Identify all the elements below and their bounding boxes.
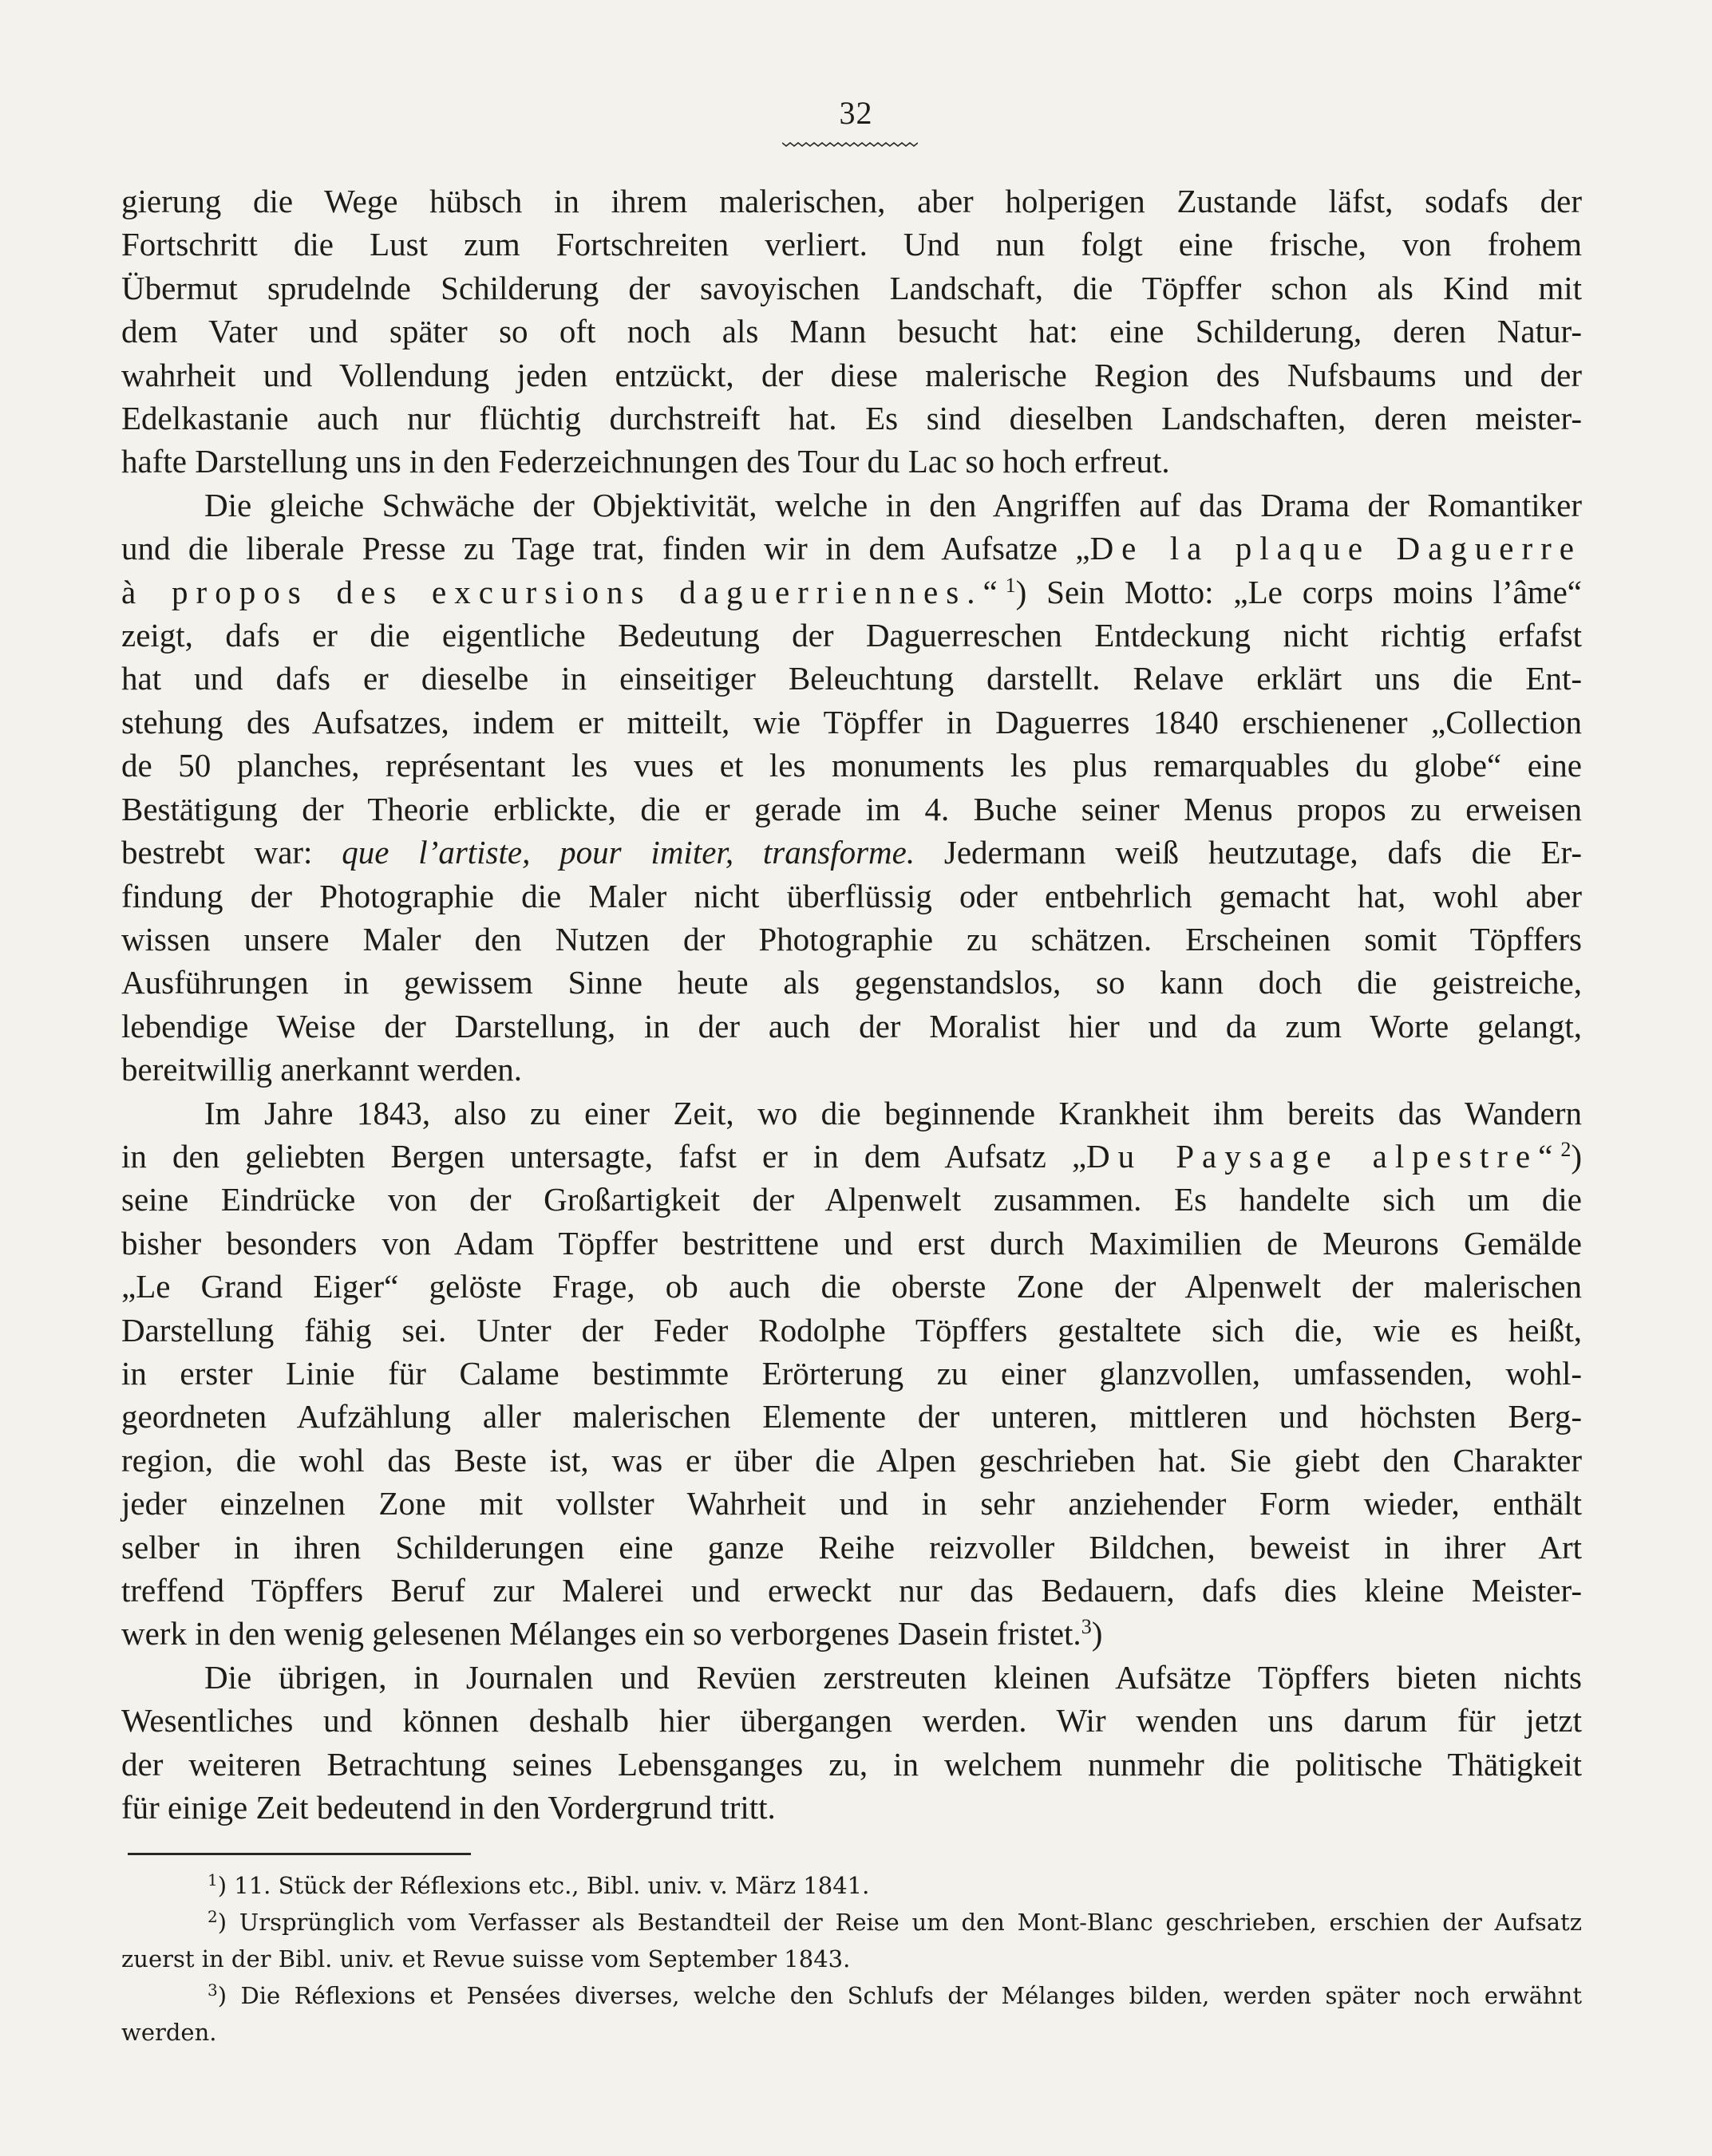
text-line [121,1612,1582,1655]
footnote-ref: 2 [1560,1137,1572,1161]
text-line: selber in ihren Schilderungen eine ganze Reihe reizvoller Bildchen, beweist in ihrer Art [121,1528,1582,1566]
text-line: der weiteren Betrachtung seines Lebensganges zu, in welchem nunmehr die politische Thätigkeit [121,1745,1582,1783]
text-line: gierung die Wege hübsch in ihrem malerischen, aber holperigen Zustande läfst, sodafs der [121,183,1582,219]
footnote-line [121,1977,1582,2014]
text-line: Fortschritt die Lust zum Fortschreiten verliert. Und nun folgt eine frische, von frohem [121,226,1582,263]
text-line: für einige Zeit bedeutend in den Vordergrund tritt. [121,1789,776,1826]
essay-title: Du Paysage alpestre“ [1086,1137,1561,1175]
text-line: Ausführungen in gewissem Sinne heute als gegenstandslos, so kann doch die geistreiche, [121,964,1582,1001]
text-line: jeder einzelnen Zone mit vollster Wahrheit und in sehr anziehender Form wieder, enthält [121,1485,1582,1522]
footnote-marker: 2 [208,1907,218,1926]
text-line: de 50 planches, représentant les vues et les monuments les plus remarquables du globe“ eine [121,747,1582,784]
text-line: hat und dafs er dieselbe in einseitiger Beleuchtung darstellt. Relave erklärt uns die Ent- [121,660,1582,697]
text-line: dem Vater und später so oft noch als Mann besucht hat: eine Schilderung, deren Natur- [121,313,1582,350]
footnote-line: werden. [121,2019,217,2046]
text-line [121,527,1582,570]
body-text [121,180,1582,1829]
footnote-2 [121,1904,1582,1977]
text-run: in den geliebten Bergen untersagte, fafst er in dem Aufsatz „ [121,1137,1087,1175]
footnote-ref: 1 [1005,573,1016,597]
text-line: bereitwillig anerkannt werden. [121,1051,523,1088]
footnotes [121,1867,1582,2051]
text-line: findung der Photographie die Maler nicht überflüssig oder entbehrlich gemacht hat, wohl aber [121,877,1582,914]
text-line [121,571,1582,614]
text-line: Bestätigung der Theorie erblickte, die er gerade im 4. Buche seiner Menus propos zu erweisen [121,790,1582,827]
text-line: Übermut sprudelnde Schilderung der savoyischen Landschaft, die Töpffer schon als Kind mit [121,269,1582,306]
footnote-line: zuerst in der Bibl. univ. et Revue suisse vom September 1843. [121,1945,851,1972]
footnote-text: ) 11. Stück der Réflexions etc., Bibl. univ. v. März 1841. [217,1872,870,1899]
text-line: bisher besonders von Adam Töpffer bestrittene und erst durch Maximilien de Meurons Gemälde [121,1224,1582,1262]
text-line: hafte Darstellung uns in den Federzeichnungen des Tour du Lac so hoch erfreut. [121,443,1170,480]
italic-quote: que l’artiste, pour imiter, transforme. [342,834,915,871]
footnote-text: ) Die Réflexions et Pensées diverses, welche den Schlufs der Mélanges bilden, werden später noch erwähnt [217,1982,1582,2009]
footnote-separator [128,1853,471,1855]
text-line: treffend Töpffers Beruf zur Malerei und erweckt nur das Bedauern, dafs dies kleine Meister- [121,1572,1582,1609]
text-run: bestrebt war: [121,834,342,871]
footnote-line [121,1867,1582,1904]
text-run: ) [1091,1615,1103,1653]
text-line [121,831,1582,874]
footnote-text: ) Ursprünglich vom Verfasser als Bestandteil der Reise um den Mont-Blanc geschrieben, erschien der Aufsatz [217,1909,1582,1936]
text-line: seine Eindrücke von der Großartigkeit der Alpenwelt zusammen. Es handelte sich um die [121,1181,1582,1218]
text-line: geordneten Aufzählung aller malerischen Elemente der unteren, mittleren und höchsten Berg- [121,1398,1582,1435]
text-line: „Le Grand Eiger“ gelöste Frage, ob auch die oberste Zone der Alpenwelt der malerischen [121,1268,1582,1305]
paragraph-2 [121,484,1582,1092]
essay-title: à propos des excursions daguerriennes.“ [121,573,1006,610]
footnote-line [121,1904,1582,1941]
footnote-marker: 1 [208,1870,218,1889]
text-run: ) [1571,1137,1582,1175]
text-line: in erster Linie für Calame bestimmte Erörterung zu einer glanzvollen, umfassenden, wohl- [121,1354,1582,1392]
text-line [121,1135,1582,1178]
text-line: Im Jahre 1843, also zu einer Zeit, wo die beginnende Krankheit ihm bereits das Wandern [204,1094,1582,1131]
text-line: wahrheit und Vollendung jeden entzückt, der diese malerische Region des Nufsbaums und der [121,356,1582,393]
footnote-ref: 3 [1081,1615,1092,1639]
text-line: Darstellung fähig sei. Unter der Feder Rodolphe Töpffers gestaltete sich die, wie es heißt, [121,1311,1582,1348]
text-line: stehung des Aufsatzes, indem er mitteilt, wie Töpffer in Daguerres 1840 erschienener „Collection [121,703,1582,740]
paragraph-1 [121,180,1582,484]
text-line: Edelkastanie auch nur flüchtig durchstreift hat. Es sind dieselben Landschaften, deren meister- [121,400,1582,437]
text-run: werk in den wenig gelesenen Mélanges ein so verborgenes Dasein fristet. [121,1615,1081,1653]
footnote-3 [121,1977,1582,2051]
text-run: und die liberale Presse zu Tage trat, finden wir in dem Aufsatze „ [121,530,1090,567]
text-line: lebendige Weise der Darstellung, in der auch der Moralist hier und da zum Worte gelangt, [121,1007,1582,1044]
paragraph-4 [121,1656,1582,1830]
text-run: Jedermann weiß heutzutage, dafs die Er- [915,834,1583,871]
text-line: Die übrigen, in Journalen und Revüen zerstreuten kleinen Aufsätze Töpffers bieten nichts [204,1658,1582,1696]
text-run: ) Sein Motto: „Le corps moins l’âme“ [1015,573,1583,610]
text-line: region, die wohl das Beste ist, was er über die Alpen geschrieben hat. Sie giebt den Charakter [121,1441,1582,1479]
page-number-rule [782,142,918,147]
text-line: Die gleiche Schwäche der Objektivität, welche in den Angriffen auf das Drama der Romantiker [204,486,1582,523]
footnote-marker: 3 [208,1980,218,2000]
text-line: zeigt, dafs er die eigentliche Bedeutung der Daguerreschen Entdeckung nicht richtig erfafst [121,617,1582,654]
page-number: 32 [839,95,873,131]
footnote-1 [121,1867,1582,1904]
essay-title: De la plaque Daguerre [1089,530,1582,567]
text-line: Wesentliches und können deshalb hier übergangen werden. Wir wenden uns darum für jetzt [121,1702,1582,1739]
text-line: wissen unsere Maler den Nutzen der Photographie zu schätzen. Erscheinen somit Töpffers [121,920,1582,958]
paragraph-3 [121,1092,1582,1656]
